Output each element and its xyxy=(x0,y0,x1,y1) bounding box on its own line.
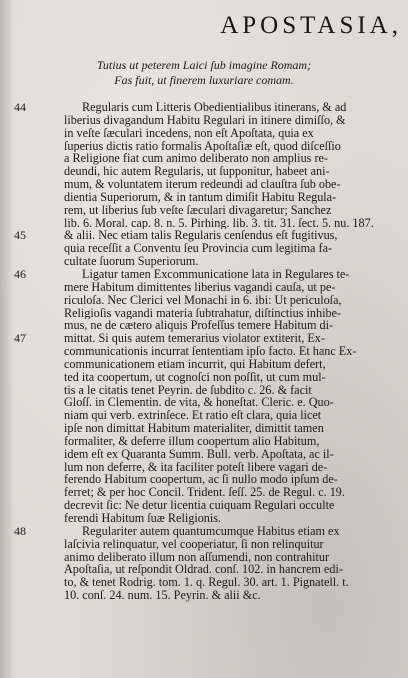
running-head-title: APOSTASIA, xyxy=(220,12,402,39)
text-line xyxy=(0,538,408,551)
line-text: ted ita coopertum, ut cognoſci non poſſit, ut cum mul- xyxy=(64,370,326,384)
verse-line: Fas fuit, ut finerem luxuriare comam. xyxy=(114,73,294,87)
line-text: Regularis cum Litteris Obedientialibus itinerans, & ad xyxy=(82,101,347,114)
text-line xyxy=(0,358,408,371)
line-text: laſcivia relinquatur, vel cooperiatur, ſi non relinquitur xyxy=(64,537,324,551)
text-line xyxy=(0,319,408,332)
text-line xyxy=(0,486,408,499)
text-line xyxy=(0,307,408,320)
paragraph-number: 48 xyxy=(14,524,26,538)
text-line xyxy=(0,384,408,397)
line-text: ferendo Habitum coopertum, ac ſi nullo modo ipſum de- xyxy=(64,473,338,487)
line-text: idem eſt ex Quaranta Summ. Bull. verb. Apoſtata, ac il- xyxy=(64,447,334,461)
line-text: mus, ne de cætero aliquis Profeſſus temere Habitum di- xyxy=(64,319,334,333)
text-line xyxy=(0,229,408,242)
line-text: ipſe non dimittat Habitum materialiter, dimittit tamen xyxy=(64,422,324,435)
text-line xyxy=(0,217,408,230)
text-line xyxy=(0,589,408,602)
line-text: Religioſis vagandi materia ſubtrahatur, diſtinctius inhibe- xyxy=(64,306,342,320)
text-line xyxy=(0,178,408,191)
text-line xyxy=(0,551,408,564)
text-line xyxy=(0,127,408,140)
line-text: mittat. Si quis autem temerarius violator extiterit, Ex- xyxy=(64,332,325,346)
text-line xyxy=(0,422,408,435)
paragraph-number: 47 xyxy=(14,332,26,346)
text-line xyxy=(0,101,408,114)
text-line xyxy=(0,294,408,307)
text-line xyxy=(0,242,408,255)
line-text: quia receſſit a Conventu ſeu Provincia cum legitima fa- xyxy=(64,242,333,256)
text-line xyxy=(0,512,408,525)
line-text: ferret; & per hoc Concil. Trident. ſeſſ. 25. de Regul. c. 19. xyxy=(64,486,345,500)
line-text: communicationem etiam incurrit, qui Habitum defert, xyxy=(64,357,326,371)
verse-line: Tutius ut peterem Laici ſub imagine Romam; xyxy=(96,58,312,72)
line-text: 10. conſ. 24. num. 15. Peyrin. & alii &c. xyxy=(64,589,261,602)
text-line xyxy=(0,409,408,422)
text-line xyxy=(0,371,408,384)
paragraph-number: 46 xyxy=(14,267,26,281)
line-text: cultate ſuorum Superiorum. xyxy=(64,255,199,268)
text-line xyxy=(0,448,408,461)
line-text: niam qui verb. extrinſece. Et ratio eſt clara, quia licet xyxy=(64,409,322,423)
epigraph-verse xyxy=(0,58,408,88)
body-text xyxy=(0,101,408,602)
line-text: Regulariter autem quantumcumque Habitus etiam ex xyxy=(82,524,340,538)
line-text: to, & tenet Rodrig. tom. 1. q. Regul. 30. art. 1. Pignatell. t. xyxy=(64,576,349,590)
line-text: Ligatur tamen Excommunicatione lata in Regulares te- xyxy=(82,267,350,281)
line-text: lum non deferre, & ita faciliter poteſt libere vagari de- xyxy=(64,460,328,474)
line-text: communicationis incurrat ſententiam ipſo facto. Et hanc Ex- xyxy=(64,345,357,358)
line-text: ferendi Habitum ſuæ Religionis. xyxy=(64,512,222,525)
text-line xyxy=(0,345,408,358)
text-line xyxy=(0,268,408,281)
line-text: & alii. Nec etiam talis Regularis cenſendus eſt fugitivus, xyxy=(64,229,338,243)
text-line xyxy=(0,473,408,486)
text-line xyxy=(0,152,408,165)
text-line xyxy=(0,255,408,268)
line-text: Gloſſ. in Clementin. de vita, & honeſtat. Cleric. e. Quo- xyxy=(64,396,334,410)
text-line xyxy=(0,563,408,576)
line-text: a Religione fiat cum animo deliberato non amplius re- xyxy=(64,152,328,166)
line-text: rem, ut liberius ſub veſte ſæculari divagaretur; Sanchez xyxy=(64,203,332,217)
text-line xyxy=(0,281,408,294)
line-text: riculoſa. Nec Clerici vel Monachi in 6. ibi: Ut periculoſa, xyxy=(64,293,342,307)
line-text: mere Habitum dimittentes liberius vagandi cauſa, ut pe- xyxy=(64,280,336,294)
line-text: mum, & voluntatem iterum redeundi ad clauſtra ſub obe- xyxy=(64,178,341,191)
line-text: in veſte ſæculari incedens, non eſt Apoſtata, quia ex xyxy=(64,126,314,140)
text-line xyxy=(0,114,408,127)
text-line xyxy=(0,435,408,448)
line-text: lib. 6. Moral. cap. 8. n. 5. Pirhing. lib. 3. tit. 31. ſect. 5. nu. 187. xyxy=(64,216,374,230)
line-text: ſuperius dictis ratio formalis Apoſtaſiæ eſt, quod diſceſſio xyxy=(64,139,341,153)
text-line xyxy=(0,140,408,153)
line-text: decrevit ſic: Ne detur licentia cuiquam Regulari occulte xyxy=(64,499,335,512)
text-line xyxy=(0,204,408,217)
line-text: tis a le citatis tenet Peyrin. de ſubdito c. 26. & facit xyxy=(64,383,312,397)
text-line xyxy=(0,576,408,589)
line-text: Apoſtaſia, ut reſpondit Oldrad. conſ. 102. in hancrem edi- xyxy=(64,563,343,577)
paragraph-number: 45 xyxy=(14,229,26,243)
text-line xyxy=(0,332,408,345)
line-text: deundi, hic autem Regularis, ut ſupponitur, habeet ani- xyxy=(64,165,330,179)
text-line xyxy=(0,499,408,512)
line-text: liberius divagandum Habitu Regulari in itinere dimiſſo, & xyxy=(64,113,346,127)
text-line xyxy=(0,165,408,178)
text-line xyxy=(0,396,408,409)
line-text: animo deliberato illum non aſſumendi, non contrahitur xyxy=(64,550,330,564)
paragraph-number: 44 xyxy=(14,101,26,114)
text-line xyxy=(0,191,408,204)
text-line xyxy=(0,461,408,474)
text-line xyxy=(0,525,408,538)
page-header xyxy=(0,8,408,48)
line-text: formaliter, & deferre illum coopertum alio Habitum, xyxy=(64,434,320,448)
line-text: dientia Superiorum, & in tantum dimiſit Habitu Regula- xyxy=(64,190,337,204)
